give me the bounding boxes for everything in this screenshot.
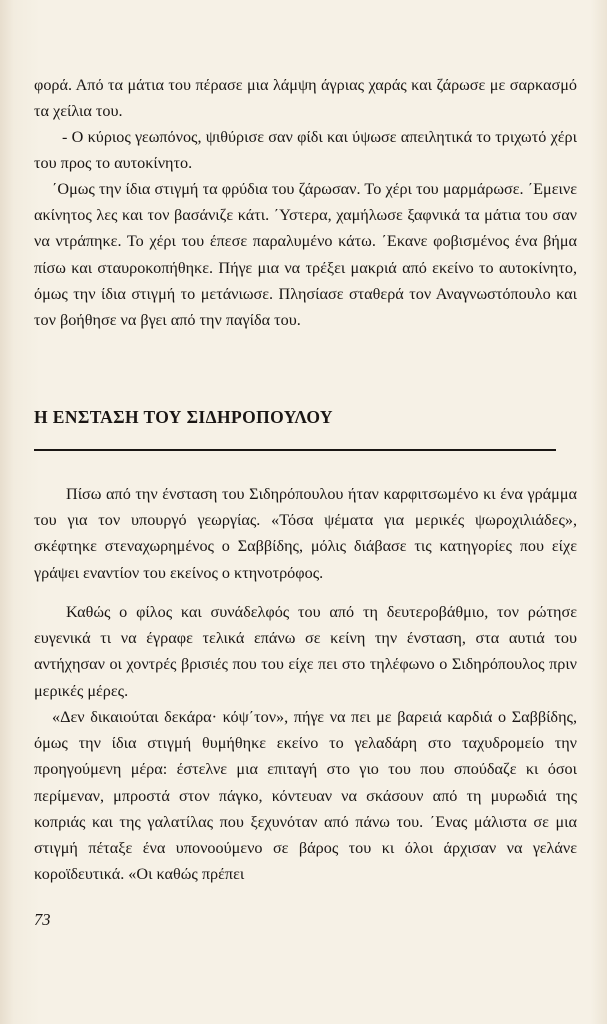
page-number: 73 bbox=[34, 910, 51, 929]
section-paragraph-1: Πίσω από την ένσταση του Σιδηρόπουλου ήταν καρφιτσωμένο κι ένα γράμμα του για τον υπουργό γεωργίας. «Τόσα ψέματα για μερικές ψωροχιλιάδες», σκέφτηκε στεναχωρημένος ο Σαββίδης, μόλις διάβασε τις κατηγορίες που είχε γράψει εναντίον του εκείνος ο κτηνοτρόφος. bbox=[34, 485, 577, 582]
paragraph-narrative: ΄Ομως την ίδια στιγμή τα φρύδια του ζάρωσαν. Το χέρι του μαρμάρωσε. ΄Εμεινε ακίνητος λες και τον βασάνιζε κάτι. ΄Υστερα, χαμήλωσε ξαφνικά τα μάτια του σαν να ντράπηκε. Το χέρι του έπεσε παραλυμένο κάτω. ΄Εκανε φοβισμένος ένα βήμα πίσω και σταυροκοπήθηκε. Πήγε μια να τρέξει μακριά από εκείνο το αυτοκίνητο, όμως την ίδια στιγμή το μετάνιωσε. Πλησίασε σταθερά τον Αναγνωστόπουλο και τον βοήθησε να βγει από την παγίδα του. bbox=[34, 180, 577, 330]
section-divider bbox=[34, 449, 556, 451]
paragraph-dialogue: - Ο κύριος γεωπόνος, ψιθύρισε σαν φίδι και ύψωσε απειλητικά το τριχωτό χέρι του προς το αυτοκίνητο. bbox=[34, 128, 577, 173]
paragraph-continuation: φορά. Από τα μάτια του πέρασε μια λάμψη άγριας χαράς και ζάρωσε με σαρκασμό τα χείλια του. bbox=[34, 76, 577, 121]
section-paragraph-2: Καθώς ο φίλος και συνάδελφός του από τη δευτεροβάθμιο, τον ρώτησε ευγενικά τι να έγραφε τελικά επάνω σε κείνη την ένσταση, στα αυτιά του αντήχησαν οι χοντρές βρισιές που του είχε πει στο τηλέφωνο ο Σιδηρόπουλος πριν μερικές μέρες. bbox=[34, 603, 577, 700]
section-title: Η ΕΝΣΤΑΣΗ ΤΟΥ ΣΙΔΗΡΟΠΟΥΛΟΥ bbox=[34, 407, 333, 427]
section-paragraph-3: «Δεν δικαιούται δεκάρα· κόψ΄τον», πήγε να πει με βαρειά καρδιά ο Σαββίδης, όμως την ίδια στιγμή θυμήθηκε εκείνο το γελαδάρη στο ταχυδρομείο την προηγούμενη μέρα: έστελνε μια επιταγή στο γιο του που σπούδαζε κι όσοι περίμεναν, μπροστά στον πάγκο, κόντευαν να σκάσουν από τη μυρωδιά της κοπριάς και της γαλατίλας που ξεχυνόταν από πάνω του. ΄Ενας μάλιστα σε μια στιγμή πέταξε ένα υπονοούμενο σε βάρος του κι όλοι άρχισαν να γελάνε κοροϊδευτικά. «Οι καθώς πρέπει bbox=[34, 708, 577, 884]
